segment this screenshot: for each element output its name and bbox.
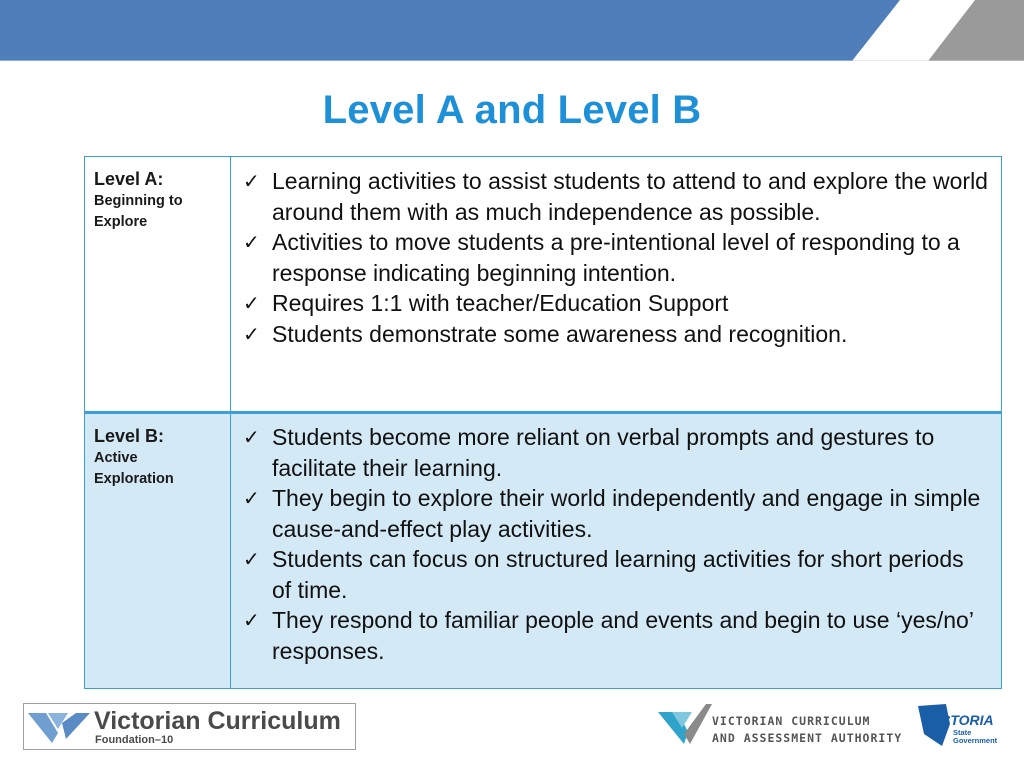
victorian-curriculum-logo <box>23 703 356 750</box>
victoria-logo-sub-line: State <box>953 728 972 737</box>
list-item-text: Students become more reliant on verbal prompts and gestures to facilitate their learning. <box>272 424 935 481</box>
level-description-cell <box>231 157 1002 413</box>
vcaa-logo-icon <box>658 704 712 748</box>
check-list <box>241 422 989 666</box>
vc-logo-icon <box>28 709 90 745</box>
level-sublabel-line: Explore <box>94 214 148 231</box>
list-item-text: They respond to familiar people and events and begin to use ‘yes/no’ responses. <box>272 607 974 664</box>
checkmark-icon: ✓ <box>243 608 260 632</box>
checkmark-icon: ✓ <box>243 547 260 571</box>
list-item-text: Learning activities to assist students to attend to and explore the world around them with as much independence as possible. <box>272 168 988 225</box>
vc-logo-name: Victorian Curriculum <box>94 707 341 735</box>
checkmark-icon: ✓ <box>243 230 260 254</box>
header-decoration <box>0 0 1024 61</box>
levels-table <box>84 156 1002 689</box>
table-row-level-a <box>85 157 1002 413</box>
list-item <box>241 166 989 227</box>
victoria-state-government-logo <box>916 700 1006 750</box>
level-sublabel-line: Beginning to <box>94 193 183 210</box>
victoria-logo-subtitle <box>953 729 1003 745</box>
list-item <box>241 319 989 350</box>
checkmark-icon: ✓ <box>243 291 260 315</box>
level-label: Level A: <box>94 169 164 189</box>
vc-logo-subtitle: Foundation–10 <box>95 734 174 746</box>
level-label-cell <box>85 157 231 413</box>
header-band <box>0 0 1024 61</box>
list-item-text: Students demonstrate some awareness and recognition. <box>272 320 848 347</box>
level-label: Level B: <box>94 426 165 446</box>
level-label-cell <box>85 413 231 689</box>
list-item <box>241 422 989 483</box>
level-description-cell <box>231 413 1002 689</box>
checkmark-icon: ✓ <box>243 321 260 346</box>
vcaa-logo-line: AND ASSESSMENT AUTHORITY <box>712 731 903 745</box>
checkmark-icon: ✓ <box>243 425 260 449</box>
checkmark-icon: ✓ <box>243 169 260 193</box>
list-item-text: Students can focus on structured learning activities for short periods of time. <box>272 546 964 603</box>
check-list <box>241 166 989 349</box>
list-item <box>241 288 989 319</box>
table-row-level-b <box>85 413 1002 689</box>
list-item <box>241 483 989 544</box>
list-item <box>241 544 989 605</box>
list-item-text: They begin to explore their world independently and engage in simple cause-and-effect play activities. <box>272 485 981 542</box>
level-sublabel-line: Exploration <box>94 471 174 488</box>
victoria-logo-sub-line: Government <box>953 736 998 745</box>
page-title: Level A and Level B <box>322 88 702 132</box>
victoria-logo-name: VICTORIA <box>927 712 994 728</box>
list-item <box>241 605 989 666</box>
checkmark-icon: ✓ <box>243 486 260 510</box>
list-item <box>241 227 989 288</box>
list-item-text: Activities to move students a pre-intentional level of responding to a response indicating beginning intention. <box>272 229 960 286</box>
list-item-text: Requires 1:1 with teacher/Education Support <box>272 290 729 316</box>
vcaa-logo <box>658 704 903 748</box>
level-sublabel-line: Active <box>94 450 138 467</box>
vcaa-logo-line: VICTORIAN CURRICULUM <box>712 714 871 728</box>
